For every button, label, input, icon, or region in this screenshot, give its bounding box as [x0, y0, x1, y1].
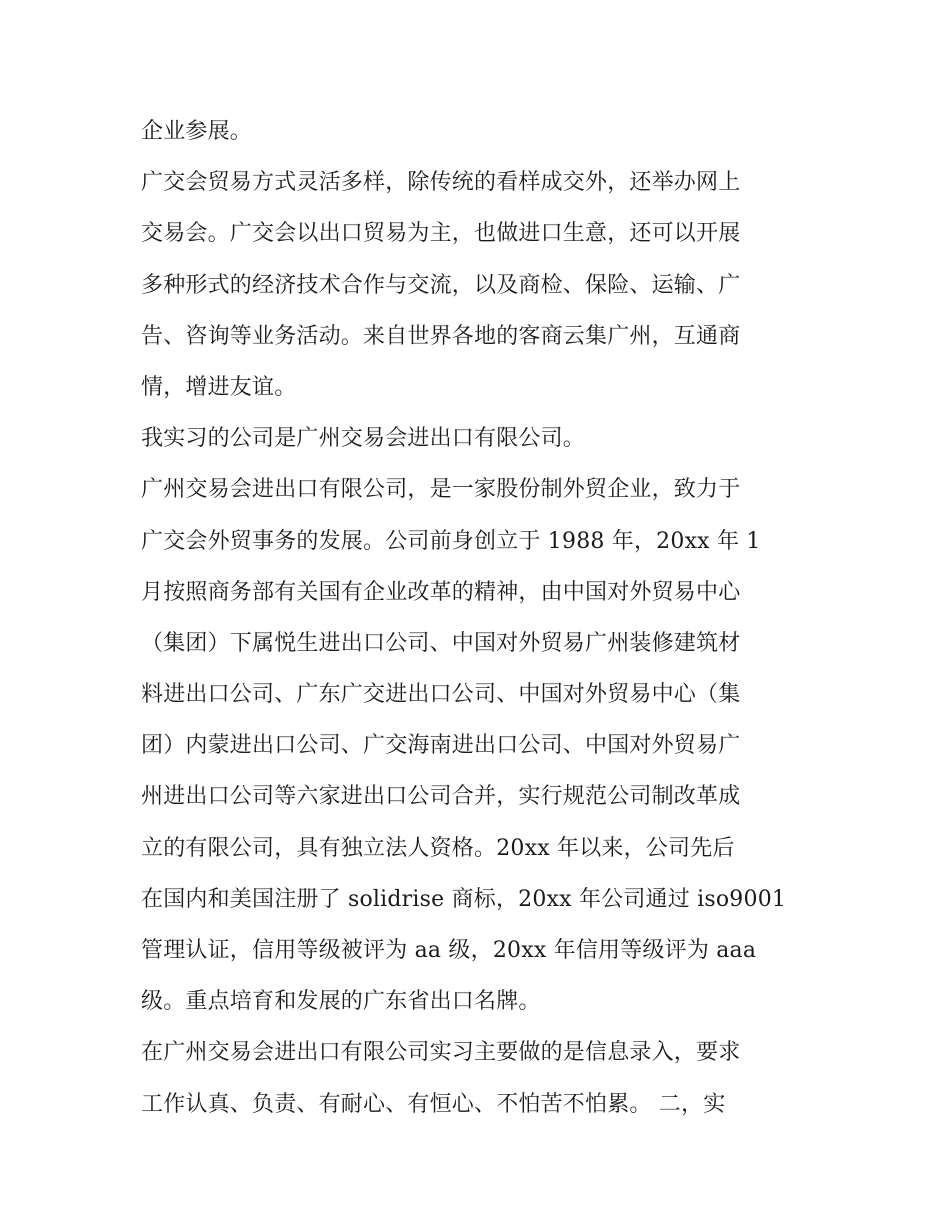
text-line: 交易会。广交会以出口贸易为主，也做进口生意，还可以开展 [141, 221, 741, 247]
text-line: 多种形式的经济技术合作与交流，以及商检、保险、运输、广 [141, 272, 741, 298]
text-line: 情，增进友谊。 [141, 374, 297, 400]
document-body [141, 106, 821, 1130]
text-line: 工作认真、负责、有耐心、有恒心、不怕苦不怕累。 二，实 [141, 1091, 726, 1117]
text-line: 在广州交易会进出口有限公司实习主要做的是信息录入，要求 [141, 1040, 741, 1066]
text-line: 广州交易会进出口有限公司，是一家股份制外贸企业，致力于 [141, 477, 741, 503]
text-line: 企业参展。 [141, 119, 253, 144]
text-line: 我实习的公司是广州交易会进出口有限公司。 [141, 426, 586, 452]
text-line: 级。重点培育和发展的广东省出口名牌。 [141, 989, 541, 1015]
text-line: （集团）下属悦生进出口公司、中国对外贸易广州装修建筑材 [141, 630, 741, 656]
text-line: 月按照商务部有关国有企业改革的精神，由中国对外贸易中心 [141, 579, 741, 605]
text-line: 广交会贸易方式灵活多样，除传统的看样成交外，还举办网上 [141, 170, 741, 196]
text-line: 告、咨询等业务活动。来自世界各地的客商云集广州，互通商 [141, 323, 741, 349]
text-line: 在国内和美国注册了 solidrise 商标，20xx 年公司通过 iso9001 [141, 886, 787, 912]
text-line: 广交会外贸事务的发展。公司前身创立于 1988 年，20xx 年 1 [141, 528, 761, 554]
text-line: 州进出口公司等六家进出口公司合并，实行规范公司制改革成 [141, 784, 741, 810]
text-line: 料进出口公司、广东广交进出口公司、中国对外贸易中心（集 [141, 682, 741, 708]
text-line: 立的有限公司，具有独立法人资格。20xx 年以来，公司先后 [141, 835, 735, 861]
text-line: 团）内蒙进出口公司、广交海南进出口公司、中国对外贸易广 [141, 733, 741, 759]
text-line: 管理认证，信用等级被评为 aa 级，20xx 年信用等级评为 aaa [141, 938, 757, 963]
